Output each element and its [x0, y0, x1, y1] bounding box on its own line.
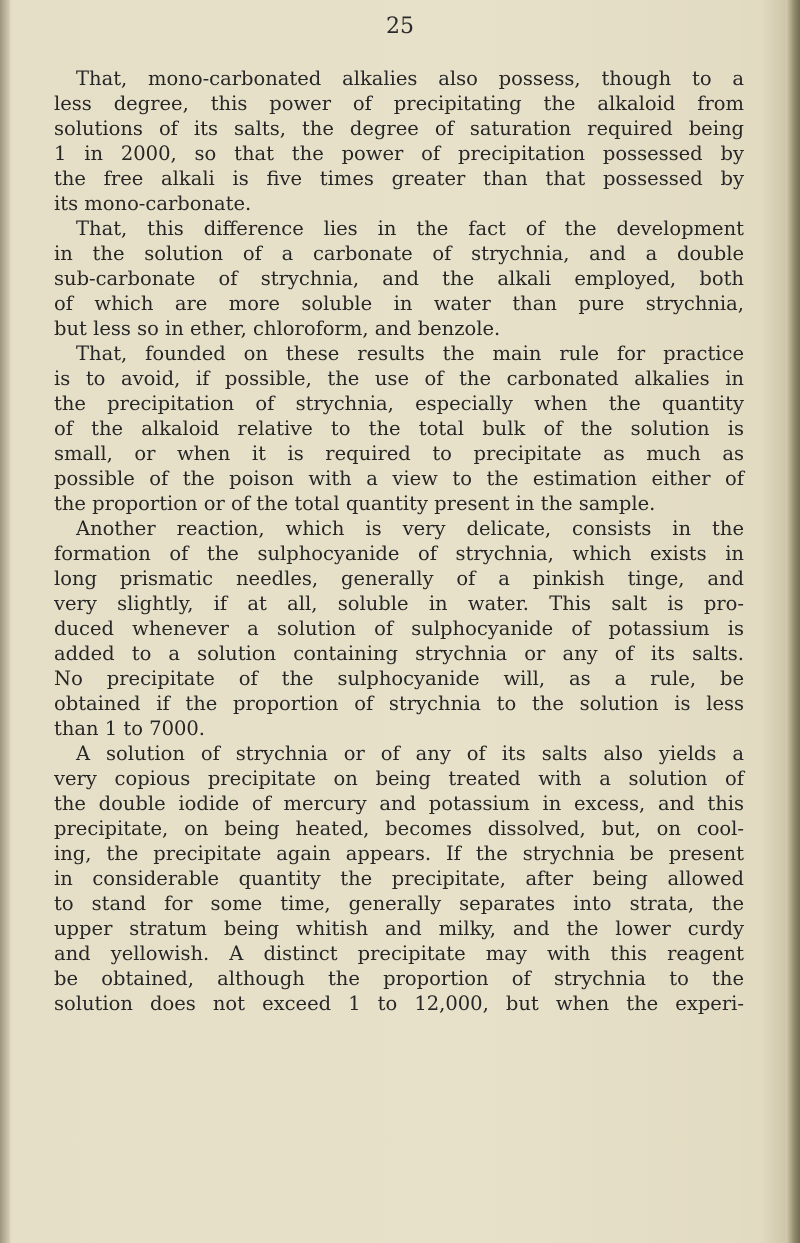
text-line: small, or when it is required to precipitate as much as — [54, 442, 744, 465]
text-line: No precipitate of the sulphocyanide will, as a rule, be — [54, 667, 744, 690]
text-line: of the alkaloid relative to the total bulk of the solution is — [54, 417, 744, 440]
text-line: very slightly, if at all, soluble in water. This salt is pro- — [54, 592, 744, 615]
text-line: Another reaction, which is very delicate, consists in the — [76, 517, 744, 540]
text-line: the precipitation of strychnia, especially when the quantity — [54, 392, 744, 415]
text-line: possible of the poison with a view to the estimation either of — [54, 467, 744, 490]
text-line: than 1 to 7000. — [54, 717, 205, 740]
text-line: its mono-carbonate. — [54, 192, 252, 215]
text-line: solutions of its salts, the degree of saturation required being — [54, 117, 744, 140]
text-line: be obtained, although the proportion of strychnia to the — [54, 967, 744, 990]
page-number: 25 — [386, 14, 414, 39]
text-line: in the solution of a carbonate of strychnia, and a double — [54, 242, 744, 265]
text-line: the free alkali is five times greater than that possessed by — [54, 167, 744, 190]
text-line: formation of the sulphocyanide of strychnia, which exists in — [54, 542, 744, 565]
text-line: precipitate, on being heated, becomes dissolved, but, on cool- — [54, 817, 744, 840]
text-line: to stand for some time, generally separates into strata, the — [54, 892, 744, 915]
text-line: sub-carbonate of strychnia, and the alkali employed, both — [54, 267, 744, 290]
text-line: of which are more soluble in water than pure strychnia, — [54, 292, 744, 315]
page-left-edge — [0, 0, 10, 1243]
text-line: solution does not exceed 1 to 12,000, but when the experi- — [54, 992, 744, 1015]
text-line: duced whenever a solution of sulphocyanide of potassium is — [54, 617, 744, 640]
text-line: in considerable quantity the precipitate, after being allowed — [54, 867, 744, 890]
text-line: very copious precipitate on being treated with a solution of — [54, 767, 744, 790]
text-line: and yellowish. A distinct precipitate may with this reagent — [54, 942, 744, 965]
text-line: less degree, this power of precipitating the alkaloid from — [54, 92, 744, 115]
text-line: the double iodide of mercury and potassium in excess, and this — [54, 792, 744, 815]
text-line: A solution of strychnia or of any of its salts also yields a — [76, 742, 744, 765]
page-right-edge — [786, 0, 800, 1243]
text-line: That, founded on these results the main rule for practice — [76, 342, 744, 365]
text-line: long prismatic needles, generally of a pinkish tinge, and — [54, 567, 744, 590]
text-line: the proportion or of the total quantity present in the sample. — [54, 492, 656, 515]
text-line: added to a solution containing strychnia or any of its salts. — [54, 642, 744, 665]
text-line: is to avoid, if possible, the use of the carbonated alkalies in — [54, 367, 744, 390]
text-line: upper stratum being whitish and milky, and the lower curdy — [54, 917, 744, 940]
text-line: but less so in ether, chloroform, and benzole. — [54, 317, 501, 340]
text-line: ing, the precipitate again appears. If the strychnia be present — [54, 842, 744, 865]
body-text — [54, 66, 744, 1016]
text-line: 1 in 2000, so that the power of precipitation possessed by — [54, 142, 744, 165]
text-line: That, mono-carbonated alkalies also possess, though to a — [76, 67, 744, 90]
text-line: That, this difference lies in the fact of the development — [76, 217, 744, 240]
text-line: obtained if the proportion of strychnia to the solution is less — [54, 692, 744, 715]
